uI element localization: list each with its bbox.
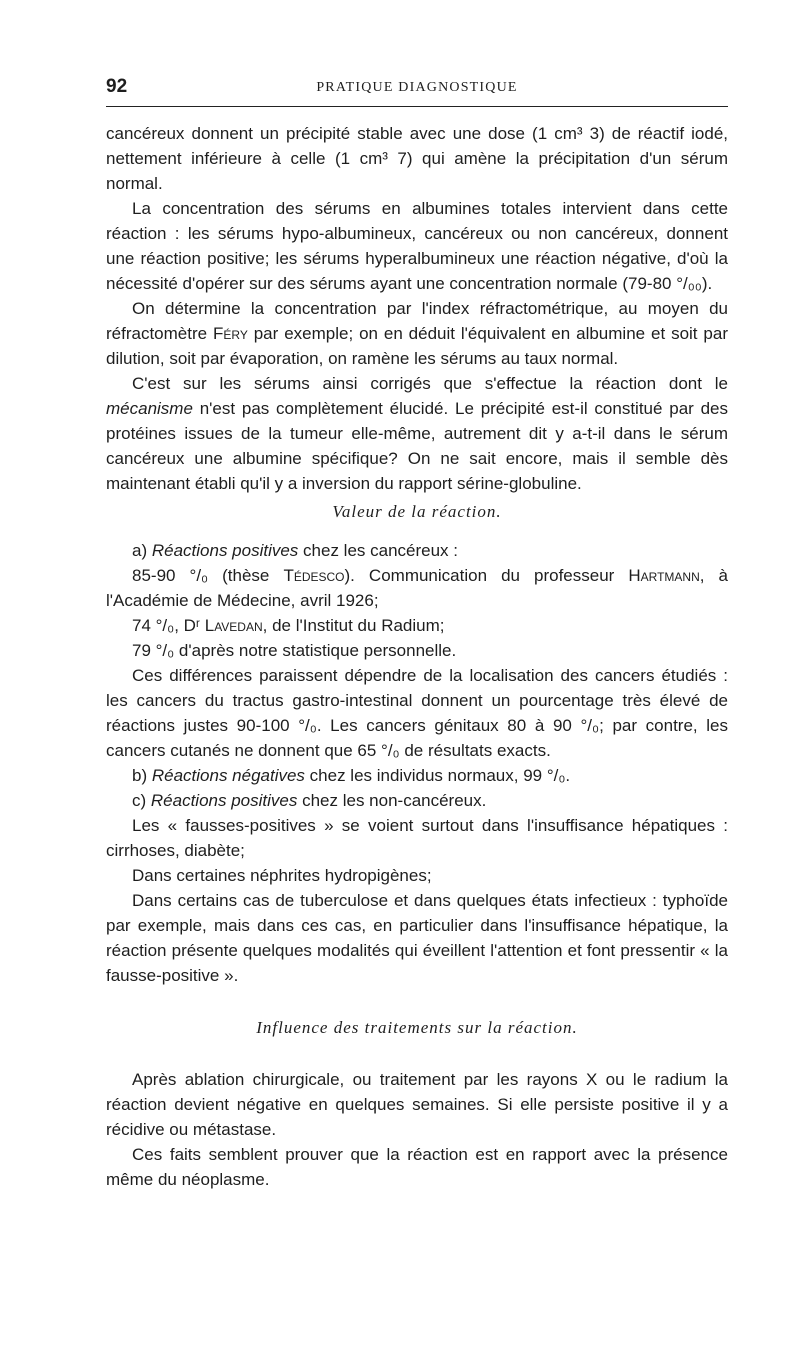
paragraph-continuation: cancéreux donnent un précipité stable avec une dose (1 cm³ 3) de réactif iodé, nettement inférieure à celle (1 cm³ 7) qui amène la précipitation d'un sérum normal. xyxy=(106,124,728,193)
paragraph-mechanism: C'est sur les sérums ainsi corrigés que s'effectue la réaction dont le mécanisme n'est pas complètement élucidé. Le précipité est-il constitué par des protéines issues de la tumeur elle-même, autrement dit y a-t-il dans le sérum cancéreux une albumine spécifique? On ne sait encore, mais il semble dès maintenant établi qu'il y a inversion du rapport sérine-globuline. xyxy=(106,374,728,493)
author-name: Lavedan xyxy=(204,616,263,635)
paragraph-refractometer: On détermine la concentration par l'index réfractométrique, au moyen du réfractomètre Féry par exemple; on en déduit l'équivalent en albumine et soit par dilution, soit par évaporation, on ramène les sérums au taux normal. xyxy=(106,299,728,368)
paragraph-tuberculose: Dans certains cas de tuberculose et dans quelques états infectieux : typhoïde par exemple, mais dans ces cas, en particulier dans l'insuffisance hépatique, la réaction présente quelques modalités qui éveillent l'attention et font pressentir « la fausse-positive ». xyxy=(106,891,728,985)
paragraph-ablation: Après ablation chirurgicale, ou traitement par les rayons X ou le radium la réaction devient négative en quelques semaines. Si elle persiste positive il y a récidive ou métastase. xyxy=(106,1070,728,1139)
author-name: Tédesco xyxy=(283,566,345,585)
section-title-influence: Influence des traitements sur la réaction. xyxy=(256,1018,578,1037)
paragraph-fausses-positives: Les « fausses-positives » se voient surtout dans l'insuffisance hépatiques : cirrhoses, diabète; xyxy=(106,816,728,860)
page-header xyxy=(106,72,728,107)
stat-line-3: 79 °/₀ d'après notre statistique personnelle. xyxy=(132,641,457,660)
page-number: 92 xyxy=(106,76,128,97)
paragraph-conclusion: Ces faits semblent prouver que la réaction est en rapport avec la présence même du néoplasme. xyxy=(106,1145,728,1189)
stat-line-1: 85-90 °/₀ (thèse Tédesco). Communication du professeur Hartmann, à l'Académie de Médecine, avril 1926; xyxy=(106,566,728,610)
author-name: Féry xyxy=(212,324,248,343)
running-head: PRATIQUE DIAGNOSTIQUE xyxy=(316,80,518,95)
author-name: Hartmann xyxy=(628,566,700,585)
item-b: b) Réactions négatives chez les individus normaux, 99 °/₀. xyxy=(132,766,571,785)
section-title-valeur: Valeur de la réaction. xyxy=(332,502,502,521)
paragraph-nephrites: Dans certaines néphrites hydropigènes; xyxy=(132,866,432,885)
paragraph-concentration: La concentration des sérums en albumines totales intervient dans cette réaction : les sérums hypo-albumineux, cancéreux ou non cancéreux, donnent une réaction positive; les sérums hyperalbumineux une réaction négative, d'où la nécessité d'opérer sur des sérums ayant une concentration normale (79-80 °/₀₀). xyxy=(106,199,728,293)
item-c: c) Réactions positives chez les non-cancéreux. xyxy=(132,791,487,810)
item-a: a) Réactions positives chez les cancéreux : xyxy=(132,541,459,560)
paragraph-differences: Ces différences paraissent dépendre de la localisation des cancers étudiés : les cancers du tractus gastro-intestinal donnent un pourcentage très élevé de réactions justes 90-100 °/₀. Les cancers génitaux 80 à 90 °/₀; par contre, les cancers cutanés ne donnent que 65 °/₀ de résultats exacts. xyxy=(106,666,728,760)
body-text xyxy=(106,121,728,1192)
stat-line-2: 74 °/₀, Dʳ Lavedan, de l'Institut du Radium; xyxy=(132,616,445,635)
